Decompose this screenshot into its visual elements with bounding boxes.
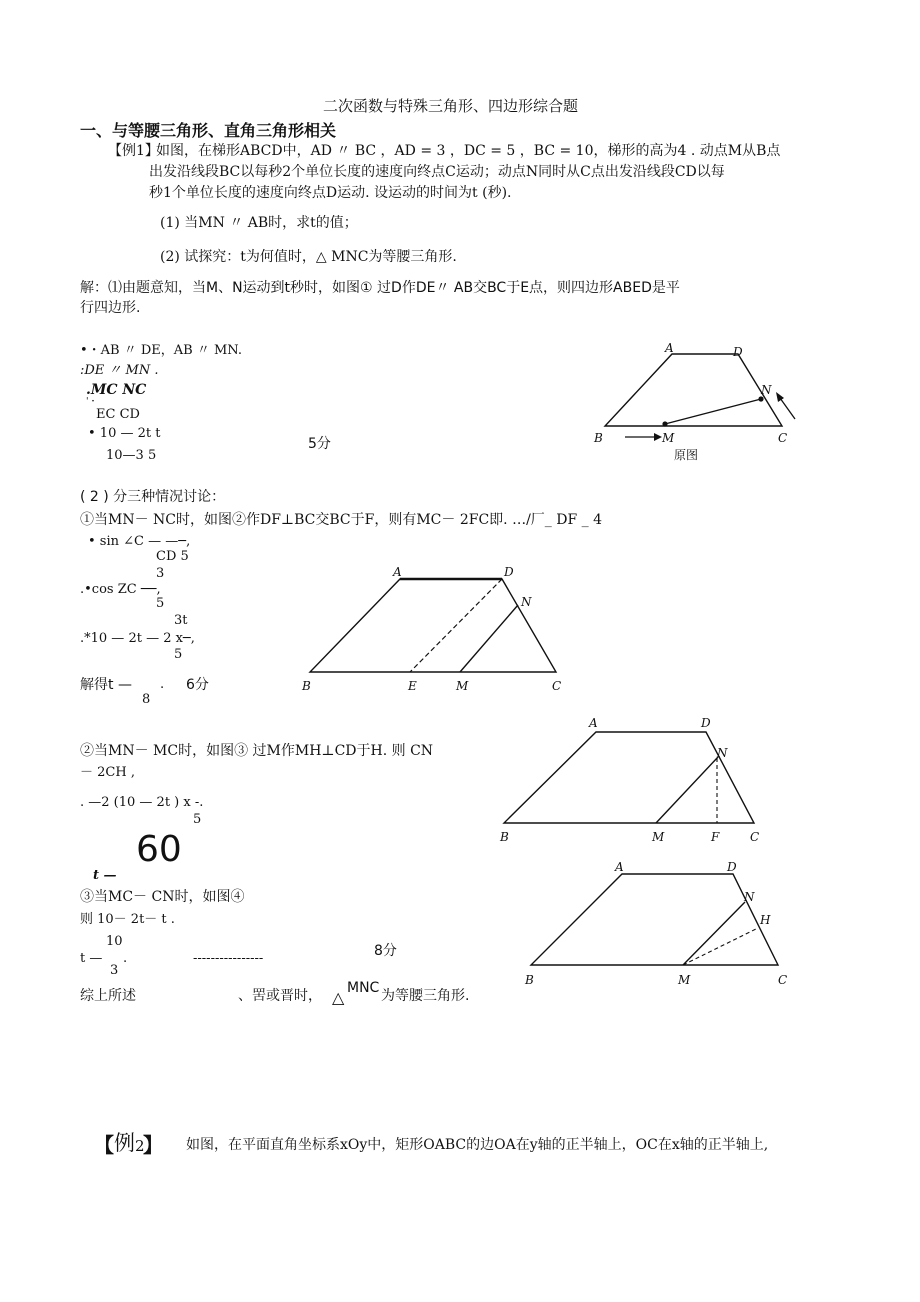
question-2: (2) 试探究：t为何值时，△ MNC为等腰三角形. [160, 249, 457, 265]
question-1: (1) 当MN 〃 AB时，求t的值； [160, 215, 358, 231]
label-n-fig2: N [521, 595, 532, 609]
case1-solution: 解得t — [80, 677, 132, 693]
label-c-fig1: C [778, 431, 788, 445]
label-b-fig3: B [500, 830, 509, 844]
label-a-fig4: A [615, 860, 624, 874]
label-d-fig3: D [701, 716, 711, 730]
label-h-fig4: H [760, 913, 771, 927]
label-b-fig4: B [525, 973, 534, 987]
label-c-fig4: C [778, 973, 788, 987]
label-a-fig3: A [589, 716, 598, 730]
example2-label-word: 例 [114, 1131, 135, 1155]
case2-line2: － 2CH , [80, 765, 135, 780]
example1-line1: 如图，在梯形ABCD中，AD 〃 BC ，AD = 3 ，DC = 5 ，BC = 10，梯形的高为4 . 动点M从B点 [156, 143, 781, 159]
figure-4 [520, 855, 795, 990]
label-a-fig2: A [393, 565, 402, 579]
part2-heading: ( 2 ) 分三种情况讨论： [80, 489, 226, 505]
label-n-fig1: N [761, 383, 772, 397]
case2-line1: ②当MN－ MC时，如图③ 过M作MH⊥CD于H. 则 CN [80, 743, 434, 759]
label-b-fig1: B [594, 431, 603, 445]
example2-bracket-open: 【 [94, 1133, 114, 1157]
label-d-fig1: D [733, 345, 743, 359]
summary-c: 为等腰三角形. [381, 988, 470, 1004]
case1-eq-den: 5 [174, 647, 183, 662]
step-6: 10—3 5 [106, 448, 157, 463]
label-b-fig2: B [302, 679, 311, 693]
label-d-fig4: D [727, 860, 737, 874]
summary-mnc: MNC [347, 980, 380, 996]
case3-t: t — [80, 951, 103, 966]
example1-label: 【例1】 [108, 143, 159, 159]
example2-bracket-close: 】 [143, 1133, 163, 1157]
score-8: 8分 [374, 943, 397, 959]
label-n-fig4: N [744, 890, 755, 904]
case3-den: 3 [110, 963, 119, 978]
case1-solution-den: 8 [142, 692, 151, 707]
score-6: 6分 [186, 677, 209, 693]
example2-label-num: 2 [135, 1137, 145, 1155]
case2-eq: . —2 (10 — 2t ) x -. [80, 795, 204, 810]
example1-line2: 出发沿线段BC以每秒2个单位长度的速度向终点C运动；动点N同时从C点出发沿线段CD以每 [149, 164, 725, 180]
label-n-fig3: N [717, 746, 728, 760]
step-5: • 10 — 2t t [88, 426, 161, 441]
step-3-mark: '・ [86, 397, 98, 407]
label-c-fig3: C [750, 830, 760, 844]
case1-cos-den: 5 [156, 596, 165, 611]
label-d-fig2: D [504, 565, 514, 579]
section-heading: 一、与等腰三角形、直角三角形相关 [80, 121, 337, 140]
example1-line3: 秒1个单位长度的速度向终点D运动. 设运动的时间为t (秒). [149, 185, 512, 201]
label-m-fig1: M [662, 431, 675, 445]
dashes: ---------------- [193, 951, 264, 966]
case1-sin-den: CD 5 [156, 549, 189, 564]
solution-intro-1: 解：⑴由题意知，当M、N运动到t秒时，如图① 过D作DE〃 AB交BC于E点，则四边形ABED是平 [80, 280, 680, 296]
step-3: .MC NC [86, 382, 147, 398]
solution-intro-2: 行四边形. [80, 300, 141, 316]
case1-cos: .•cos ZC ──, [80, 582, 161, 597]
figure-caption: 原图 [674, 448, 699, 462]
case1-eq-num: 3t [174, 613, 188, 628]
case3-dot: . [123, 951, 128, 966]
case3-then: 则 10－ 2t－ t . [80, 912, 175, 927]
figure-2 [300, 560, 570, 700]
example2-text: 如图，在平面直角坐标系xOy中，矩形OABC的边OA在y轴的正半轴上，OC在x轴的正半轴上, [186, 1137, 769, 1153]
case3-num: 10 [106, 934, 123, 949]
label-a-fig1: A [665, 341, 674, 355]
score-5: 5分 [308, 436, 331, 452]
case1-sin: • sin ∠C — —─, [88, 534, 191, 549]
case1-solution-dot: . [160, 677, 165, 692]
label-e-fig2: E [408, 679, 417, 693]
case2-big-number: 60 [136, 829, 182, 870]
label-m-fig3: M [652, 830, 665, 844]
case3-line: ③当MC－ CN时，如图④ [80, 889, 245, 905]
case2-eq-den: 5 [193, 812, 202, 827]
label-m-fig4: M [678, 973, 691, 987]
case1-cos-num: 3 [156, 566, 165, 581]
label-m-fig2: M [456, 679, 469, 693]
summary-a: 综上所述 [80, 988, 136, 1004]
label-f-fig3: F [711, 830, 720, 844]
summary-b: 、罟或晋时， [238, 988, 322, 1004]
page-title: 二次函数与特殊三角形、四边形综合题 [323, 97, 579, 115]
summary-triangle: △ [332, 988, 345, 1007]
step-2: :DE 〃 MN . [80, 363, 159, 378]
case1-eq: .*10 — 2t — 2 x─, [80, 631, 195, 646]
step-1: •・AB 〃 DE，AB 〃 MN. [80, 343, 242, 358]
figure-original [590, 341, 805, 469]
case2-t: t — [93, 868, 117, 883]
step-4: EC CD [96, 407, 140, 422]
case1-line: ①当MN－ NC时，如图②作DF⊥BC交BC于F，则有MC－ 2FC即. …/厂_ DF _ 4 [80, 512, 602, 528]
figure-3 [498, 712, 763, 847]
label-c-fig2: C [552, 679, 562, 693]
